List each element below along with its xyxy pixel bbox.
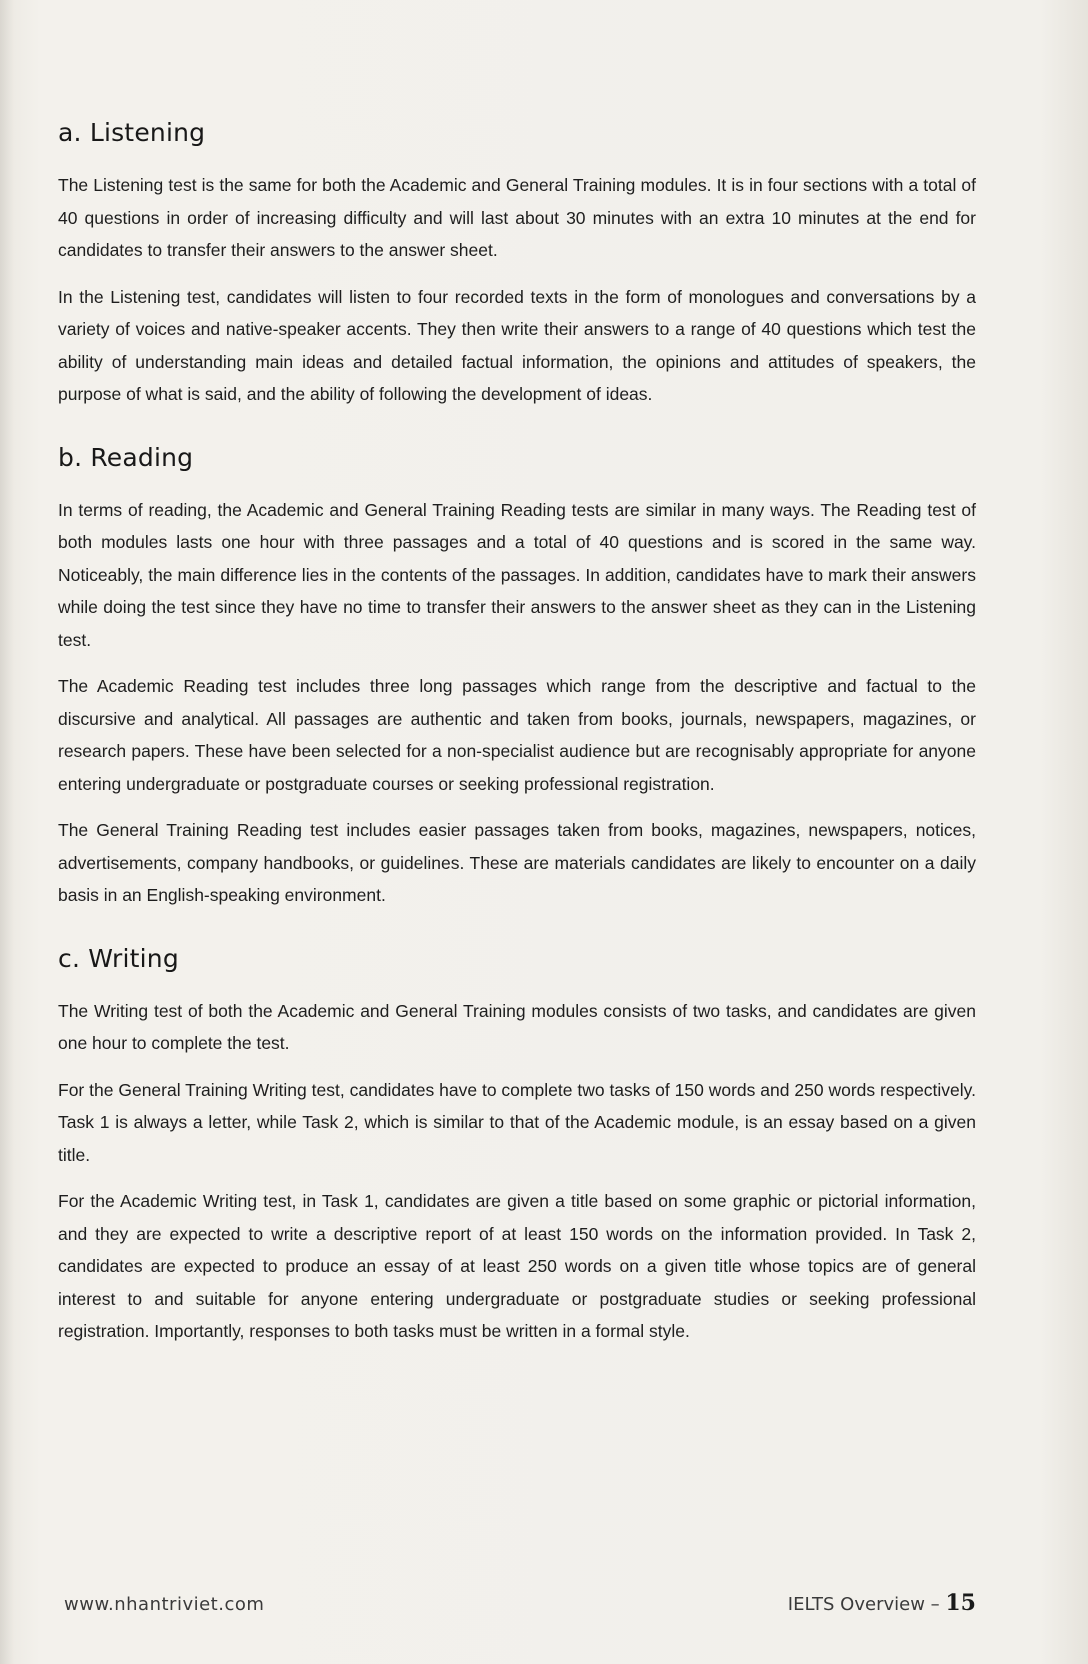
section-heading: c. Writing [58, 943, 179, 973]
paragraph: The General Training Reading test includes easier passages taken from books, magazines, newspapers, notices, advertisements, company handbooks, or guidelines. These are materials candidates are likely to encounter on a daily basis in an English-speaking environment. [58, 820, 976, 905]
paragraph: The Academic Reading test includes three long passages which range from the descriptive and factual to the discursive and analytical. All passages are authentic and taken from books, journals, newspapers, magazines, or research papers. These have been selected for a non-specialist audience but are recognisably appropriate for anyone entering undergraduate or postgraduate courses or seeking professional registration. [58, 676, 976, 794]
paragraph: The Listening test is the same for both the Academic and General Training modules. It is in four sections with a total of 40 questions in order of increasing difficulty and will last about 30 minutes with an extra 10 minutes at the end for candidates to transfer their answers to the answer sheet. [58, 175, 976, 260]
paragraph: For the Academic Writing test, in Task 1, candidates are given a title based on some graphic or pictorial information, and they are expected to write a descriptive report of at least 150 words on the information provided. In Task 2, candidates are expected to produce an essay of at least 250 words on a given title whose topics are of general interest to and suitable for anyone entering undergraduate or postgraduate studies or seeking professional registration. Importantly, responses to both tasks must be written in a formal style. [58, 1191, 976, 1341]
paragraph: For the General Training Writing test, candidates have to complete two tasks of 150 words and 250 words respectively. Task 1 is always a letter, while Task 2, which is similar to that of the Academic module, is an essay based on a given title. [58, 1079, 976, 1165]
section-heading: a. Listening [58, 118, 206, 147]
paragraph: In terms of reading, the Academic and General Training Reading tests are similar in many ways. The Reading test of both modules lasts one hour with three passages and a total of 40 questions and is scored in the same way. Noticeably, the main difference lies in the contents of the passages. In addition, candidates have to mark their answers while doing the test since they have no time to transfer their answers to the answer sheet as they can in the Listening test. [58, 499, 976, 650]
footer-page-info [788, 1590, 976, 1616]
page-number: 15 [945, 1590, 976, 1616]
section-listening [58, 118, 976, 411]
paragraph: The Writing test of both the Academic and General Training modules consists of two tasks, and candidates are given one hour to complete the test. [58, 1000, 976, 1053]
page-content [58, 118, 976, 1380]
footer-website: www.nhantriviet.com [64, 1594, 265, 1615]
section-reading [58, 443, 976, 912]
running-title: IELTS Overview – [787, 1594, 940, 1615]
section-writing [58, 944, 976, 1348]
paragraph: In the Listening test, candidates will listen to four recorded texts in the form of monologues and conversations by a variety of voices and native-speaker accents. They then write their answers to a range of 40 questions which test the ability of understanding main ideas and detailed factual information, the opinions and attitudes of speakers, the purpose of what is said, and the ability of following the development of ideas. [58, 286, 976, 404]
section-heading: b. Reading [58, 442, 194, 472]
